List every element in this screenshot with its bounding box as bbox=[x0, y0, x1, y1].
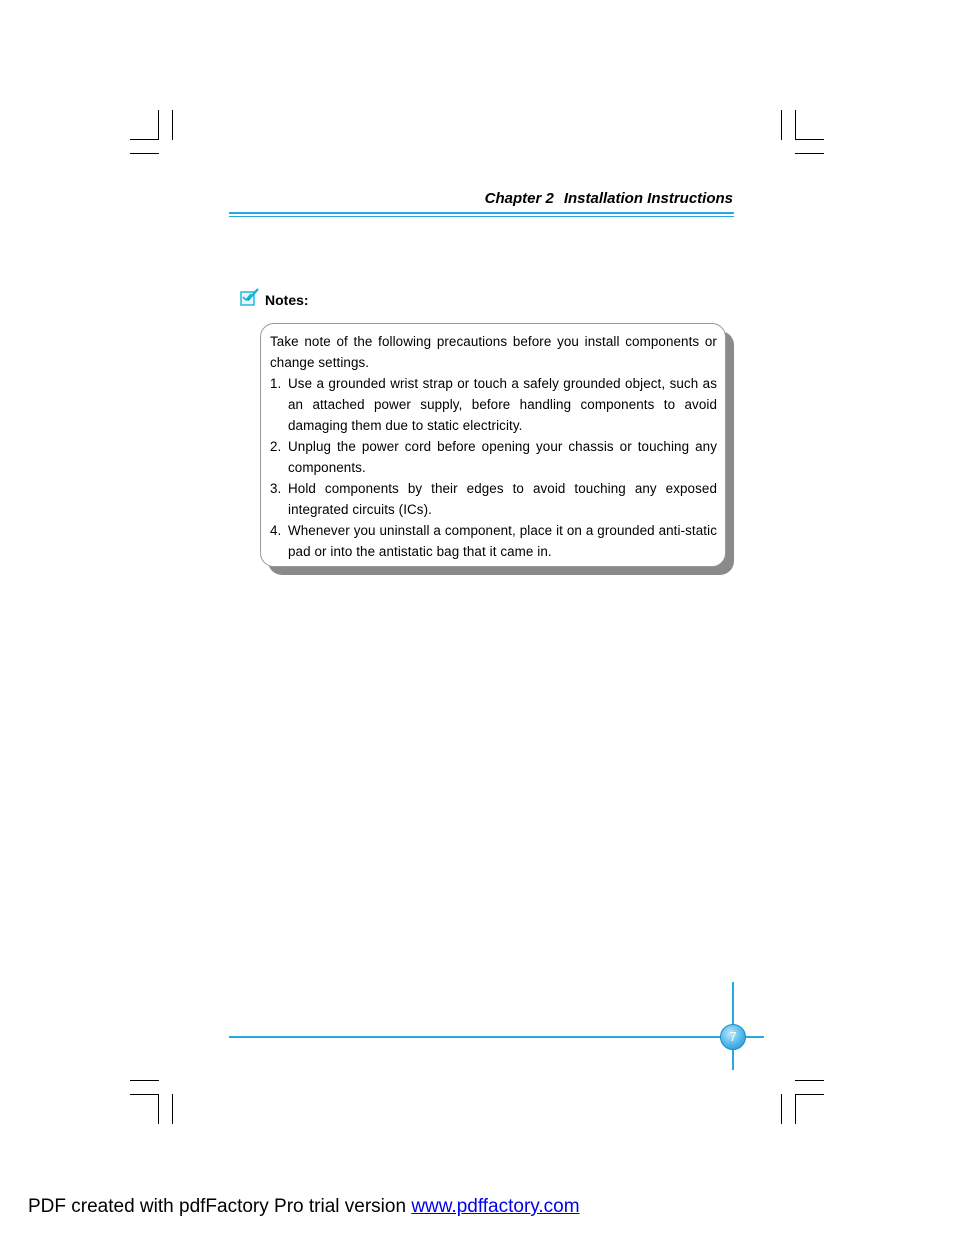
list-item bbox=[270, 520, 717, 562]
crop-mark bbox=[172, 110, 173, 140]
crop-mark bbox=[795, 1094, 824, 1095]
crop-mark bbox=[130, 153, 159, 154]
crop-mark bbox=[158, 110, 159, 140]
crop-mark bbox=[781, 1094, 782, 1124]
crop-mark bbox=[795, 110, 796, 140]
page-number: 7 bbox=[720, 1024, 746, 1050]
crop-mark bbox=[130, 1094, 159, 1095]
footer-rule bbox=[229, 1036, 764, 1038]
chapter-number: Chapter 2 bbox=[484, 190, 554, 207]
item-number: 2. bbox=[270, 439, 282, 454]
crop-mark bbox=[795, 1094, 796, 1124]
notes-label: Notes: bbox=[265, 291, 309, 308]
crop-mark bbox=[781, 110, 782, 140]
crop-mark bbox=[795, 1080, 824, 1081]
crop-mark bbox=[158, 1094, 159, 1124]
crop-mark bbox=[795, 153, 824, 154]
crop-mark bbox=[172, 1094, 173, 1124]
chapter-title bbox=[485, 190, 733, 207]
crop-mark bbox=[130, 1080, 159, 1081]
crop-mark bbox=[795, 139, 824, 140]
item-text: Unplug the power cord before opening your chassis or touching any components. bbox=[288, 439, 717, 475]
pdf-notice bbox=[28, 1196, 580, 1218]
header-rule-thin bbox=[229, 216, 734, 217]
pdffactory-link[interactable]: www.pdffactory.com bbox=[411, 1196, 580, 1217]
item-number: 4. bbox=[270, 523, 282, 538]
item-number: 1. bbox=[270, 376, 282, 391]
pdf-notice-text: PDF created with pdfFactory Pro trial version bbox=[28, 1196, 412, 1217]
item-text: Use a grounded wrist strap or touch a safely grounded object, such as an attached power supply, before handling components to avoid damaging them due to static electricity. bbox=[288, 376, 717, 433]
list-item bbox=[270, 373, 717, 436]
notes-intro: Take note of the following precautions before you install components or change settings. bbox=[270, 334, 717, 370]
notes-heading bbox=[240, 288, 309, 311]
item-number: 3. bbox=[270, 481, 282, 496]
list-item bbox=[270, 436, 717, 478]
checklist-pen-icon bbox=[240, 288, 260, 311]
chapter-name: Installation Instructions bbox=[563, 190, 733, 207]
item-text: Hold components by their edges to avoid touching any exposed integrated circuits (ICs). bbox=[288, 481, 717, 517]
notes-box bbox=[260, 323, 726, 567]
crop-mark bbox=[130, 139, 159, 140]
header-rule bbox=[229, 212, 734, 214]
item-text: Whenever you uninstall a component, place it on a grounded anti-static pad or into the antistatic bag that it came in. bbox=[288, 523, 717, 559]
list-item bbox=[270, 478, 717, 520]
precautions-list bbox=[270, 373, 717, 562]
